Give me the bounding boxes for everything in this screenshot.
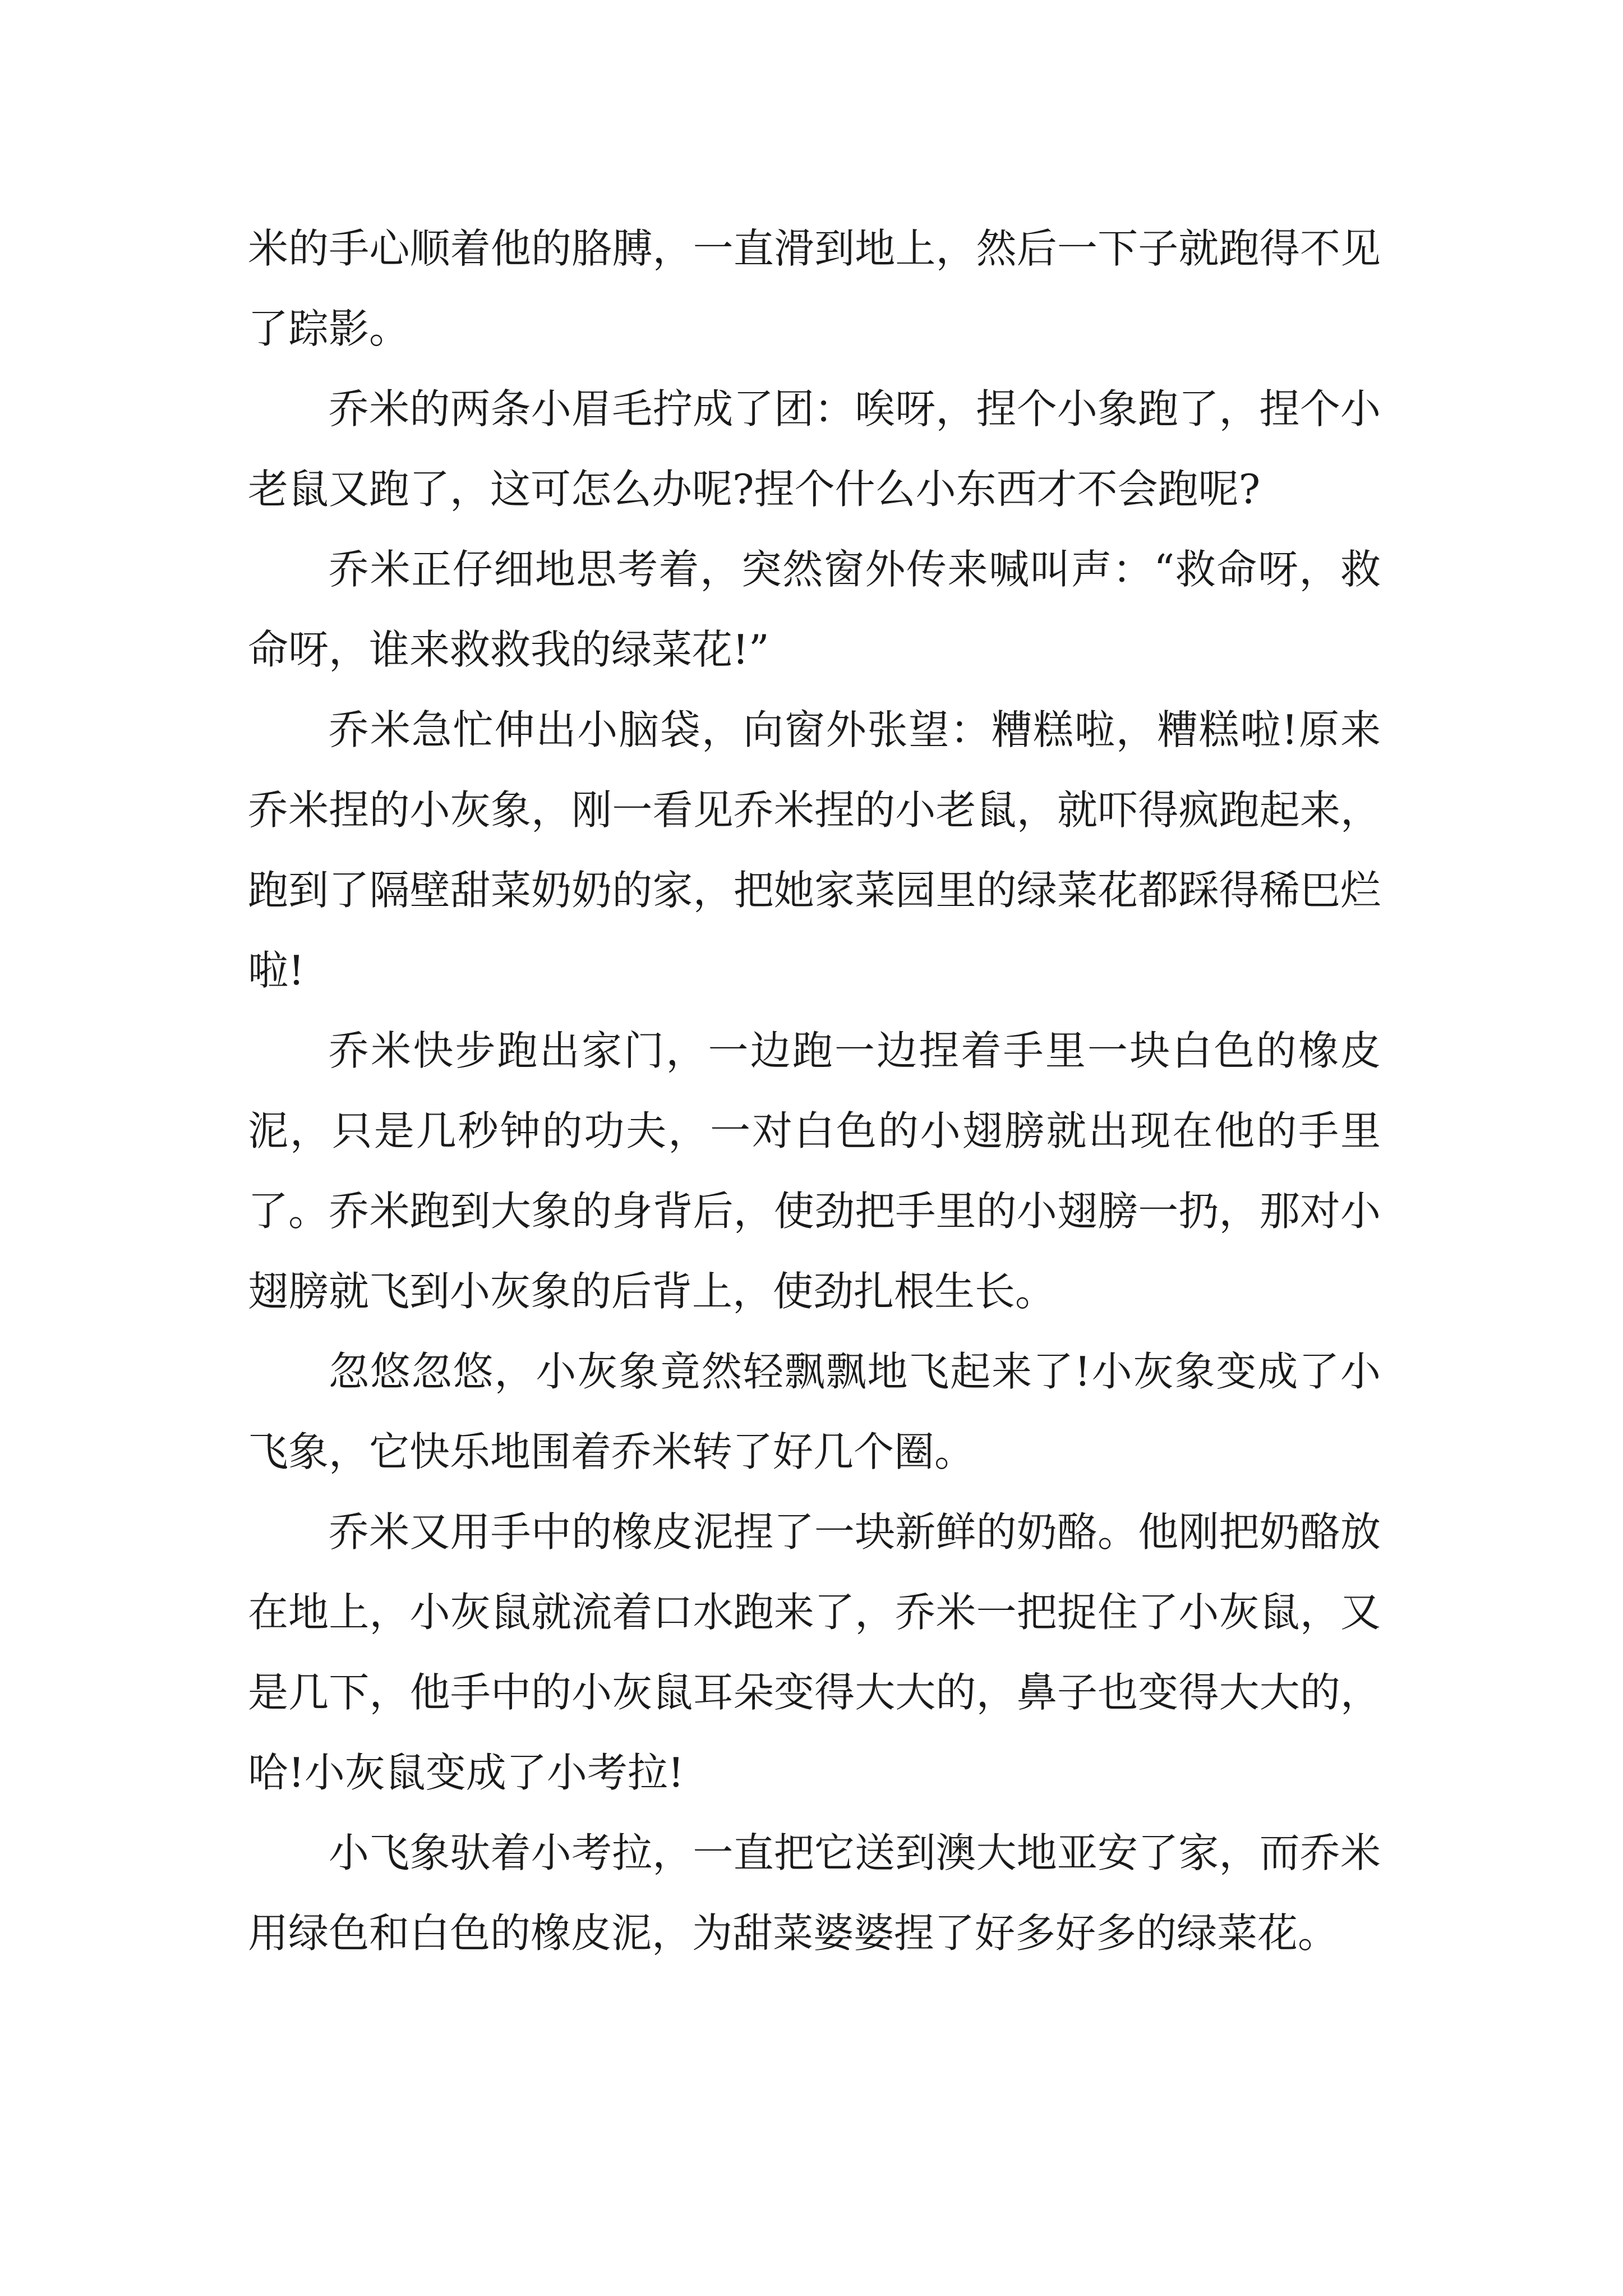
paragraph-4: 乔米急忙伸出小脑袋，向窗外张望：糟糕啦，糟糕啦!原来乔米捏的小灰象，刚一看见乔米捏的小老鼠，就吓得疯跑起来，跑到了隔壁甜菜奶奶的家，把她家菜园里的绿菜花都踩得稀巴烂啦! <box>248 706 1381 994</box>
story-text-body <box>248 209 1381 1973</box>
paragraph-2: 乔米的两条小眉毛拧成了团：唉呀，捏个小象跑了，捏个小老鼠又跑了，这可怎么办呢?捏个什么小东西才不会跑呢? <box>248 385 1381 513</box>
paragraph-7: 乔米又用手中的橡皮泥捏了一块新鲜的奶酪。他刚把奶酪放在地上，小灰鼠就流着口水跑来了，乔米一把捉住了小灰鼠，又是几下，他手中的小灰鼠耳朵变得大大的，鼻子也变得大大的，哈!小灰鼠变成了小考拉! <box>248 1508 1381 1796</box>
paragraph-5: 乔米快步跑出家门，一边跑一边捏着手里一块白色的橡皮泥，只是几秒钟的功夫，一对白色的小翅膀就出现在他的手里了。乔米跑到大象的身背后，使劲把手里的小翅膀一扔，那对小翅膀就飞到小灰象的后背上，使劲扎根生长。 <box>248 1027 1381 1315</box>
paragraph-3: 乔米正仔细地思考着，突然窗外传来喊叫声：“救命呀，救命呀，谁来救救我的绿菜花!” <box>248 546 1381 673</box>
paragraph-8: 小飞象驮着小考拉，一直把它送到澳大地亚安了家，而乔米用绿色和白色的橡皮泥，为甜菜婆婆捏了好多好多的绿菜花。 <box>248 1829 1381 1957</box>
paragraph-1: 米的手心顺着他的胳膊，一直滑到地上，然后一下子就跑得不见了踪影。 <box>248 225 1381 352</box>
paragraph-6: 忽悠忽悠，小灰象竟然轻飘飘地飞起来了!小灰象变成了小飞象，它快乐地围着乔米转了好几个圈。 <box>248 1348 1381 1475</box>
